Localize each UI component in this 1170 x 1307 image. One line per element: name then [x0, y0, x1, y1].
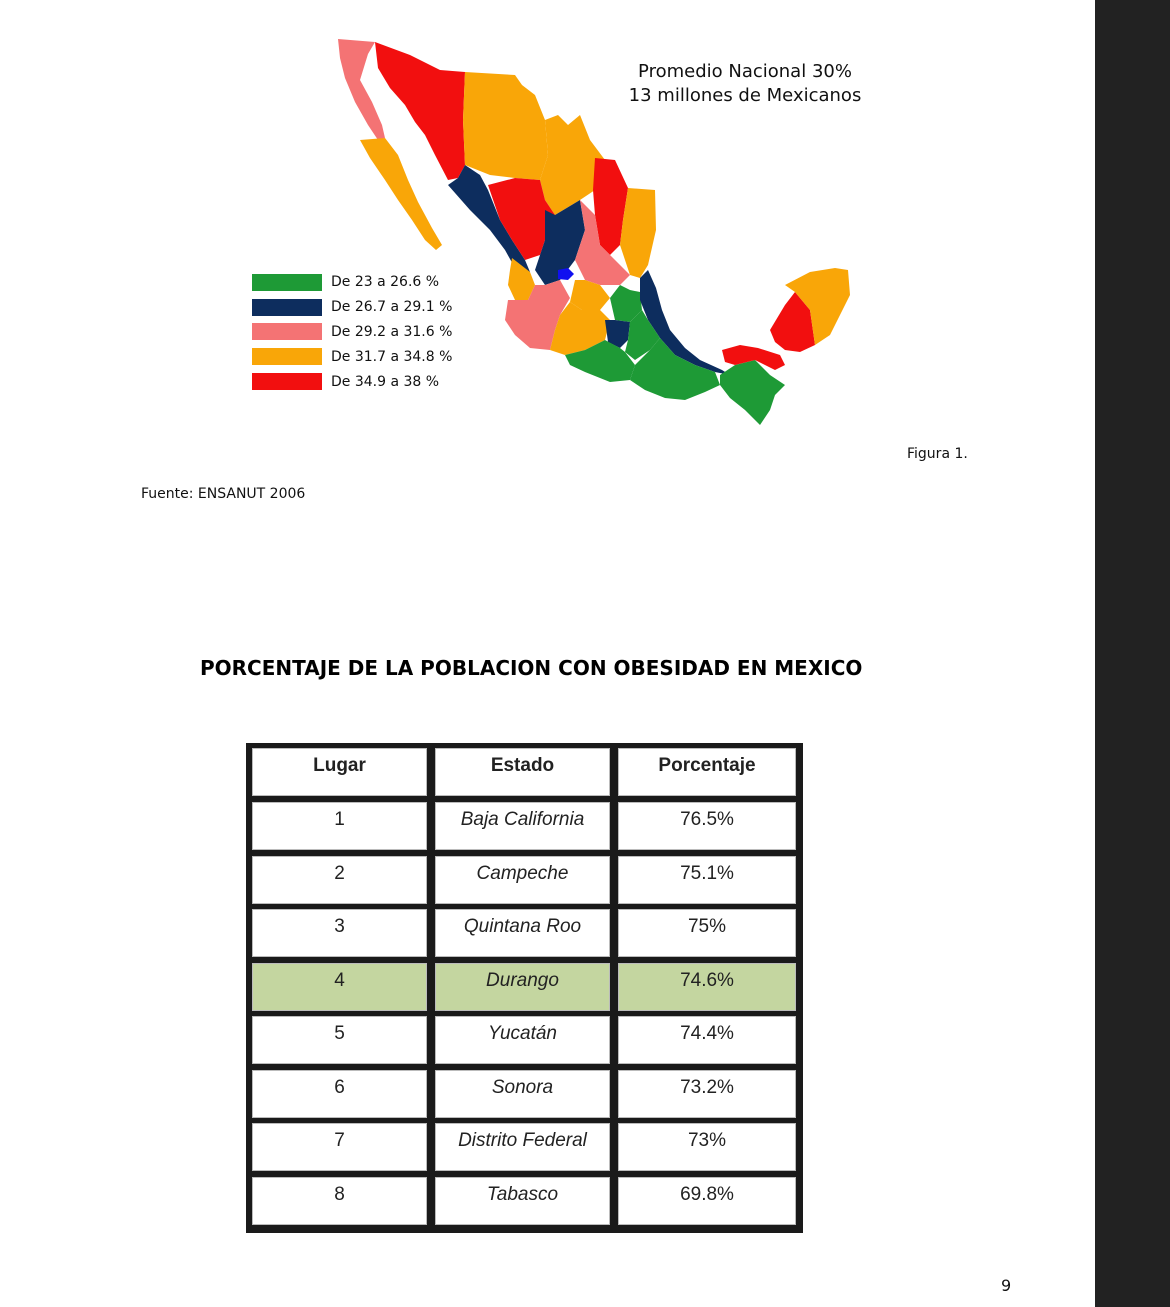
row-4-estado: Durango [435, 963, 610, 1011]
row-6-porcentaje: 73.2% [618, 1070, 796, 1118]
header-porcentaje: Porcentaje [618, 748, 796, 796]
row-6-estado: Sonora [435, 1070, 610, 1118]
row-3-estado: Quintana Roo [435, 909, 610, 957]
row-5-lugar: 5 [252, 1016, 427, 1064]
legend-label: De 34.9 a 38 % [331, 373, 440, 390]
row-7-lugar: 7 [252, 1123, 427, 1171]
row-7-estado: Distrito Federal [435, 1123, 610, 1171]
row-2-lugar: 2 [252, 856, 427, 904]
row-5-porcentaje: 74.4% [618, 1016, 796, 1064]
row-2-porcentaje: 75.1% [618, 856, 796, 904]
legend-item [252, 320, 452, 345]
page-number: 9 [1001, 1276, 1012, 1295]
legend-label: De 23 a 26.6 % [331, 274, 440, 291]
legend-swatch-orange [252, 348, 322, 365]
source-note: Fuente: ENSANUT 2006 [141, 486, 306, 502]
row-8-porcentaje: 69.8% [618, 1177, 796, 1225]
legend-item [252, 344, 452, 369]
legend-label: De 29.2 a 31.6 % [331, 323, 453, 340]
legend-swatch-pink [252, 323, 322, 340]
state-chihuahua [463, 72, 548, 180]
legend-item [252, 270, 452, 295]
row-8-lugar: 8 [252, 1177, 427, 1225]
table-title: PORCENTAJE DE LA POBLACION CON OBESIDAD EN MEXICO [200, 656, 863, 680]
row-8-estado: Tabasco [435, 1177, 610, 1225]
row-6-lugar: 6 [252, 1070, 427, 1118]
map-title-line1: Promedio Nacional 30% [638, 61, 852, 82]
legend-label: De 26.7 a 29.1 % [331, 299, 453, 316]
row-2-estado: Campeche [435, 856, 610, 904]
row-1-lugar: 1 [252, 802, 427, 850]
legend-swatch-red [252, 373, 322, 390]
figure-caption: Figura 1. [907, 446, 968, 462]
map-legend [252, 270, 452, 394]
legend-item [252, 295, 452, 320]
legend-label: De 31.7 a 34.8 % [331, 348, 453, 365]
row-3-porcentaje: 75% [618, 909, 796, 957]
row-1-porcentaje: 76.5% [618, 802, 796, 850]
map-title [600, 60, 890, 108]
legend-swatch-navy [252, 299, 322, 316]
legend-item [252, 369, 452, 394]
header-lugar: Lugar [252, 748, 427, 796]
row-4-lugar: 4 [252, 963, 427, 1011]
state-aguascalientes [558, 268, 574, 280]
row-1-estado: Baja California [435, 802, 610, 850]
row-3-lugar: 3 [252, 909, 427, 957]
state-baja-california-sur [360, 138, 442, 250]
header-estado: Estado [435, 748, 610, 796]
row-5-estado: Yucatán [435, 1016, 610, 1064]
map-title-line2: 13 millones de Mexicanos [628, 85, 862, 106]
row-7-porcentaje: 73% [618, 1123, 796, 1171]
right-dark-bar [1095, 0, 1170, 1307]
obesity-table [246, 743, 803, 1233]
legend-swatch-green [252, 274, 322, 291]
row-4-porcentaje: 74.6% [618, 963, 796, 1011]
